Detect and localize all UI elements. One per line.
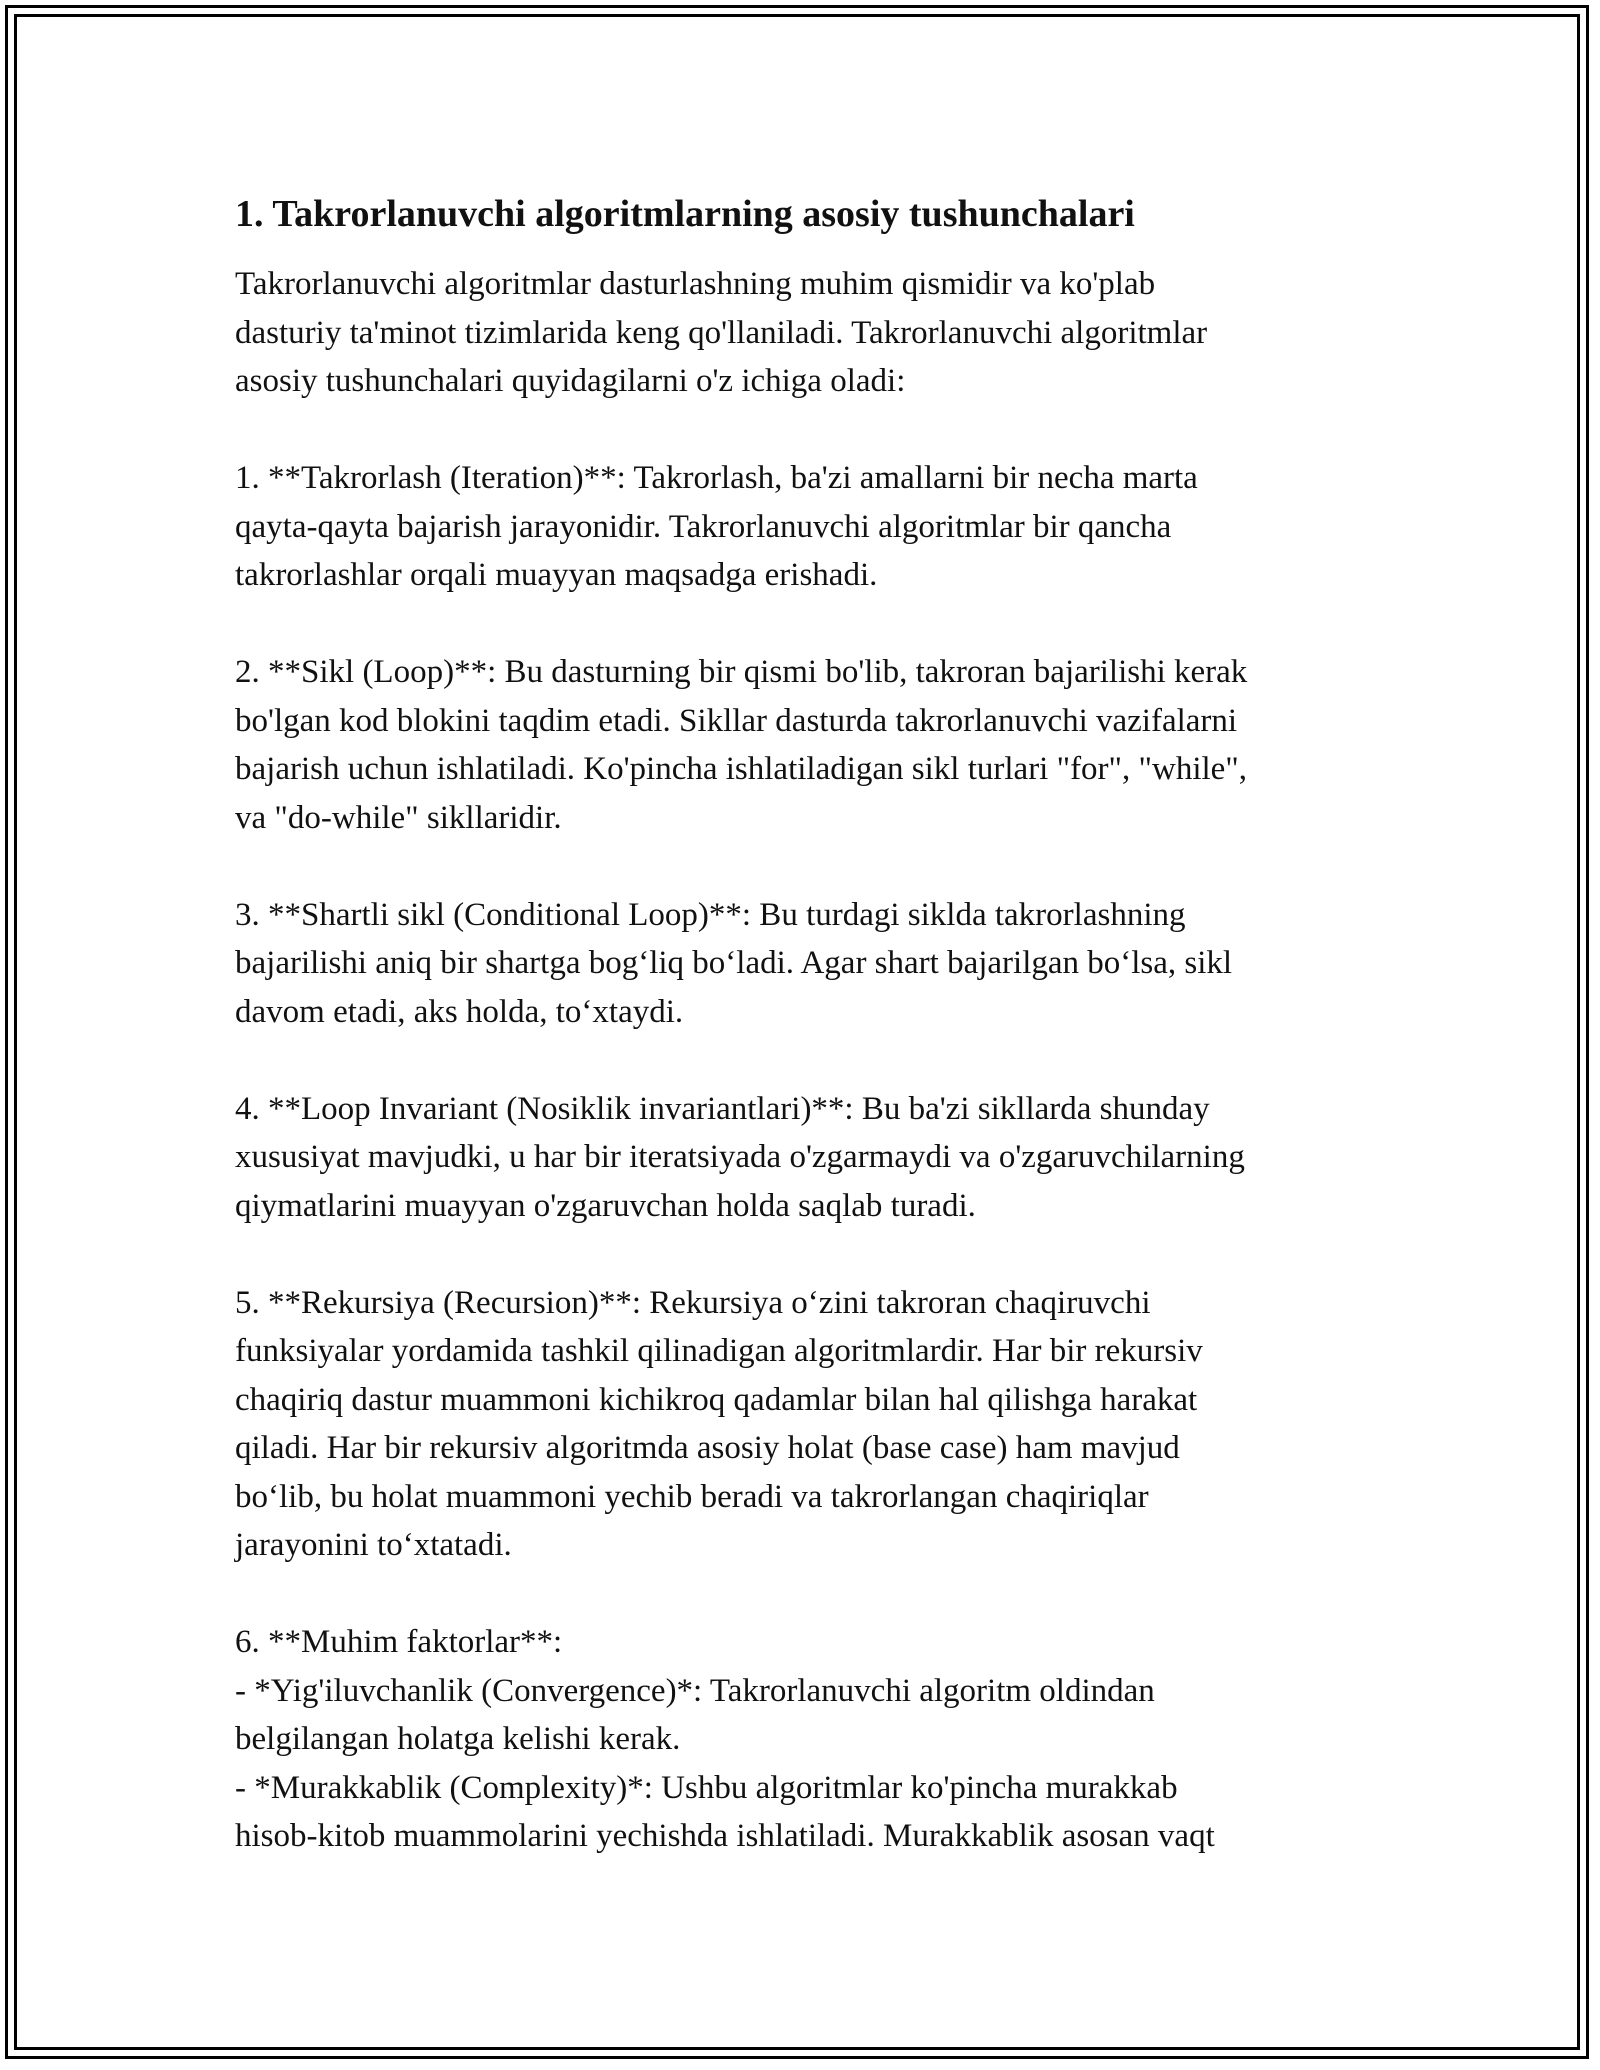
section-heading: 1. Takrorlanuvchi algoritmlarning asosiy tushunchalari	[235, 193, 1135, 235]
intro-paragraph: Takrorlanuvchi algoritmlar dasturlashning muhim qismidir va ko'plab dasturiy ta'minot tizimlarida keng qo'llaniladi. Takrorlanuvchi algoritmlar asosiy tushunchalari quyidagilarni o'z ichiga oladi:	[235, 266, 1208, 399]
list-item-iteration: 1. **Takrorlash (Iteration)**: Takrorlash, ba'zi amallarni bir necha marta qayta-qayta bajarish jarayonidir. Takrorlanuvchi algoritmlar bir qancha takrorlashlar orqali muayyan maqsadga erishadi.	[235, 460, 1198, 593]
list-item-important-factors: 6. **Muhim faktorlar**: - *Yig'iluvchanlik (Convergence)*: Takrorlanuvchi algoritm oldindan belgilangan holatga kelishi kerak. - *Murakkablik (Complexity)*: Ushbu algoritmlar ko'pincha murakkab hisob-kitob muammolarini yechishda ishlatiladi. Murakkablik asosan vaqt	[235, 1624, 1215, 1854]
list-item-loop-invariant: 4. **Loop Invariant (Nosiklik invariantlari)**: Bu ba'zi sikllarda shunday xususiyat mavjudki, u har bir iteratsiyada o'zgarmaydi va o'zgaruvchilarning qiymatlarini muayyan o'zgaruvchan holda saqlab turadi.	[235, 1090, 1245, 1224]
document-body	[235, 188, 1385, 1861]
list-item-recursion: 5. **Rekursiya (Recursion)**: Rekursiya o‘zini takroran chaqiruvchi funksiyalar yordamida tashkil qilinadigan algoritmlardir. Har bir rekursiv chaqiriq dastur muammoni kichikroq qadamlar bilan hal qilishga harakat qiladi. Har bir rekursiv algoritmda asosiy holat (base case) ham mavjud bo‘lib, bu holat muammoni yechib beradi va takrorlangan chaqiriqlar jarayonini to‘xtatadi.	[235, 1284, 1203, 1563]
list-item-conditional-loop: 3. **Shartli sikl (Conditional Loop)**: Bu turdagi siklda takrorlashning bajarilishi aniq bir shartga bog‘liq bo‘ladi. Agar shart bajarilgan bo‘lsa, sikl davom etadi, aks holda, to‘xtaydi.	[235, 896, 1233, 1030]
list-item-loop: 2. **Sikl (Loop)**: Bu dasturning bir qismi bo'lib, takroran bajarilishi kerak bo'lgan kod blokini taqdim etadi. Sikllar dasturda takrorlanuvchi vazifalarni bajarish uchun ishlatiladi. Ko'pincha ishlatiladigan sikl turlari "for", "while", va "do-while" sikllaridir.	[235, 654, 1248, 836]
